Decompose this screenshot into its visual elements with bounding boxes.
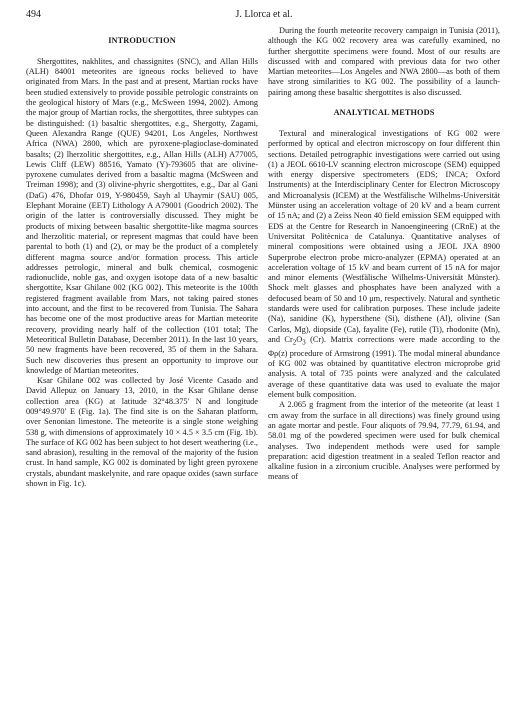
running-head: J. Llorca et al. (235, 9, 293, 20)
chromium-oxide-subscript-3: 3 (302, 339, 306, 347)
methods-paragraph-1 (268, 129, 500, 400)
introduction-paragraph-2: Ksar Ghilane 002 was collected by José Vicente Casado and David Allepuz on January 13, 2010, in the Ksar Ghilane dense collection area (KG) at latitude 32°48.375′ N and longitude 009°49.970′ E (Fig. 1a). The find site is on the Saharan platform, over Senonian limestone. The meteorite is a single stone weighing 538 g, with dimensions of approximately 10 × 4.5 × 3.5 cm (Fig. 1b). The surface of KG 002 has been subject to hot desert weathering (i.e., sand abrasion), resulting in the removal of the majority of the fusion crust. In hand sample, KG 002 is dominated by light green pyroxene crystals, abundant maskelynite, and rare opaque oxides (sawn surface shown in Fig. 1c). (26, 376, 259, 489)
introduction-paragraph-3: During the fourth meteorite recovery campaign in Tunisia (2011), although the KG 002 recovery area was carefully examined, no further shergottite specimens were found. Most of our results are discussed with and compared with previous data for two other Martian meteorites—Los Angeles and NWA 2800—as both of them have strong similarities to KG 002. The possibility of a launch-pairing among these basaltic shergottites is also discussed. (268, 26, 500, 97)
page-header (26, 9, 502, 23)
left-column (26, 26, 258, 489)
introduction-heading: INTRODUCTION (108, 36, 176, 46)
page-number: 494 (26, 9, 41, 20)
methods-paragraph-1-text-oxygen: O (296, 334, 303, 344)
analytical-methods-heading: ANALYTICAL METHODS (333, 108, 435, 118)
methods-paragraph-1-text-a: Textural and mineralogical investigations of KG 002 were performed by optical and electron microscopy on four different thin sections. Detailed petrographic investigations were carried out using (1) a JEOL 6610-LV scanning electron microscope (SEM) equipped with energy dispersive spectrometers (EDS; INCA; Oxford Instruments) at the Interdisciplinary Center for Electron Microscopy and Microanalysis (ICEM) at the Westfälische Wilhelms-Universität Münster using an acceleration voltage of 20 kV and a beam current of 15 nA; and (2) a Zeiss Neon 40 field emission SEM equipped with EDS at the Centre for Research in Nanoengineering (CRnE) at the Universitat Politècnica de Catalunya. Quantitative analyses of mineral compositions were obtained using a JEOL JXA 8900 Superprobe electron probe micro-analyzer (EPMA) operated at an acceleration voltage of 15 kV and beam current of 15 nA for major and minor elements (Westfälische Wilhelms-Universität Münster). Shock melt glasses and phosphates have been analyzed with a defocused beam of 50 and 10 μm, respectively. Natural and synthetic standards were used for calibration purposes. These include jadeite (Na), sanidine (K), hypersthene (Si), disthene (Al), olivine (San Carlos, Mg), diopside (Ca), fayalite (Fe), rutile (Ti), rhodonite (Mn), and Cr (268, 128, 500, 344)
methods-paragraph-1-text-b: (Cr). Matrix corrections were made according to the Φρ(z) procedure of Armstrong (1991). The modal mineral abundance of KG 002 was obtained by quantitative electron microprobe grid analysis. A total of 735 points were analyzed and the calculated average of these quantitative data was used to evaluate the major element bulk composition. (268, 334, 500, 400)
introduction-paragraph-1: Shergottites, nakhlites, and chassignites (SNC), and Allan Hills (ALH) 84001 meteorites are igneous rocks believed to have originated from Mars. In the past and at present, Martian rocks have been studied extensively to provide possible petrologic constraints on the geological history of Mars (e.g., McSween 1994, 2002). Among the major group of Martian rocks, the shergottites, three subtypes can be distinguished: (1) basaltic shergottites, e.g., Shergotty, Zagami, Queen Alexandra Range (QUE) 94201, Los Angeles, Northwest Africa (NWA) 2800, which are pyroxene-plagioclase-dominated basalts; (2) lherzolitic shergottites, e.g., Allan Hills (ALH) A77005, Lewis Cliff (LEW) 88516, Yamato (Y)-793605 that are olivine-pyroxene cumulates derived from a basaltic magma (McSween and Treiman 1998); and (3) olivine-phyric shergottites, e.g., Dar al Gani (DaG) 476, Dhofar 019, Y-980459, Sayh al Uhaymir (SAU) 005, Elephant Moraine (EET) Lithology A A79001 (Goodrich 2002). The origin of the latter is controversially discussed. They might be products of mixing between basaltic shergottite-like magma sources and lherzolitic material, or represent magmas that could have been parental to both (1) and (2), or may be the product of a completely different magma source and/or formation process. This article addresses petrologic, mineral and bulk chemical, cosmogenic radionuclide, noble gas, and oxygen isotope data of a new basaltic shergottite, Ksar Ghilane 002 (KG 002). This meteorite is the 100th registered fragment available from Mars, not taking paired stones into account, and the first to be recovered from Tunisia. The Sahara has become one of the most productive areas for Martian meteorite recovery, providing nearly half of the collection (101 total; The Meteoritical Bulletin Database, December 2011). In the last 10 years, 50 new fragments have been recovered, 35 of them in the Sahara. Such new discoveries thus present an opportunity to improve our knowledge of Martian meteorites. (26, 56, 258, 375)
right-column (268, 26, 500, 483)
methods-paragraph-2: A 2.065 g fragment from the interior of the meteorite (at least 1 cm away from the surface in all directions) was finely ground using an agate mortar and pestle. Four aliquots of 79.94, 77.79, 61.94, and 58.01 mg of the powdered specimen were used for bulk chemical analyses. Two independent methods were used for sample preparation: acid digestion treatment in a sealed Teflon reactor and alkaline fusion in a zirconium crucible. Analyses were performed by means of (268, 400, 500, 482)
chromium-oxide-subscript-2: 2 (292, 339, 297, 347)
